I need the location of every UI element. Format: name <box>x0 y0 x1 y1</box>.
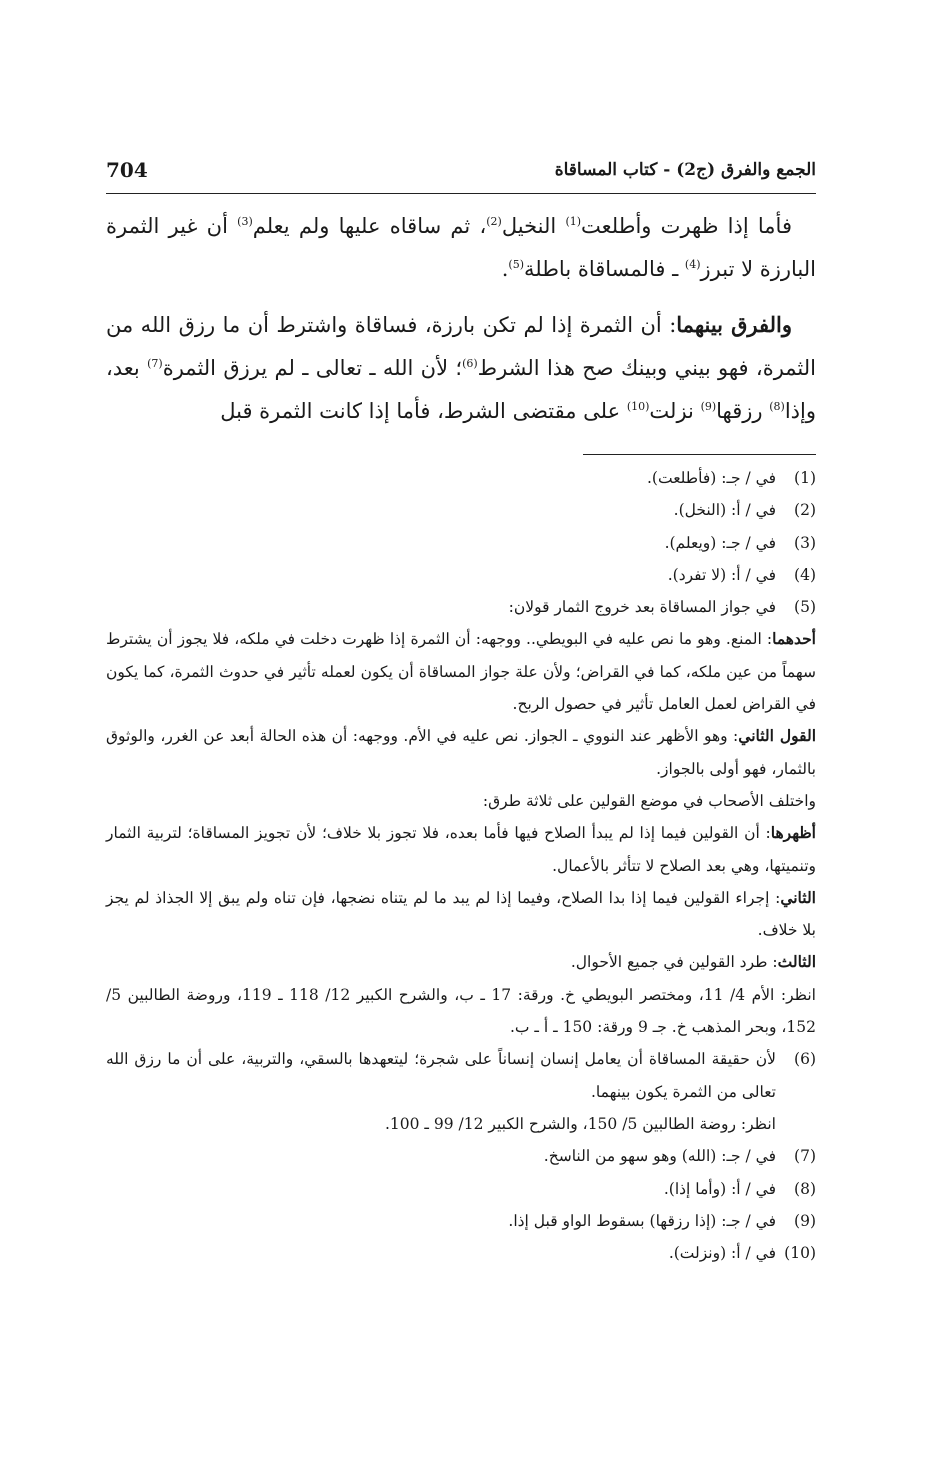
footnote-3 <box>106 527 816 559</box>
footnote-1 <box>106 462 816 494</box>
main-text <box>106 205 816 445</box>
footnote-ref-5: (5) <box>508 258 524 271</box>
header-rule <box>106 193 816 194</box>
footnote-5-references: انظر: الأم 4/ 11، ومختصر البويطي خ. ورقة: 17 ـ ب، والشرح الكبير 12/ 118 ـ 119، وروضة الطالبين 5/ 152، وبحر المذهب خ. جـ 9 ورقة: 150 ـ أ ـ ب. <box>106 985 816 1037</box>
footnote-ref-4: (4) <box>684 258 701 271</box>
paragraph-2 <box>106 303 816 433</box>
footnote-number: (7) <box>794 1147 816 1166</box>
footnote-number: (8) <box>794 1179 816 1198</box>
footnote-separator <box>583 454 816 455</box>
footnote-number: (4) <box>794 565 816 584</box>
footnote-4 <box>106 559 816 591</box>
footnote-5-second-view <box>106 720 816 785</box>
footnote-10 <box>106 1237 816 1269</box>
footnote-ref-9: (9) <box>700 400 717 413</box>
footnote-text: في / جـ: (الله) وهو سهو من الناسخ. <box>543 1147 776 1166</box>
text-run: أن غير الثمرة البارزة لا تبرز <box>106 214 816 281</box>
footnote-7 <box>106 1140 816 1172</box>
footnote-8 <box>106 1173 816 1205</box>
footnote-text: في / جـ: (إذا رزقها) بسقوط الواو قبل إذا. <box>508 1211 776 1230</box>
text-run: : طرد القولين في جميع الأحوال. <box>570 953 778 972</box>
footnote-text: في / أ: (ونزلت). <box>668 1244 776 1263</box>
text-run: : أن الثمرة إذا لم تكن بارزة، فساقاة واشترط أن ما رزق الله من الثمرة، فهو بيني وبينك صح هذا الشرط <box>106 313 817 380</box>
footnote-text: في / أ: (وأما إذا). <box>663 1179 776 1198</box>
bold-lead: أحدهما <box>772 629 816 649</box>
text-run: نزلت <box>649 399 701 423</box>
text-run: : وهو الأظهر عند النووي ـ الجواز. نص عليه في الأم. ووجهه: أن هذه الحالة أبعد عن الغرر، والوثوق بالثمار، فهو أولى بالجواز. <box>106 727 816 778</box>
bold-lead: أظهرها <box>770 823 816 843</box>
footnote-text: لأن حقيقة المساقاة أن يعامل إنسان إنساناً على شجرة؛ ليتعهدها بالسقي، والتربية، على أن ما رزق الله تعالى من الثمرة يكون بينهما. <box>106 1050 776 1101</box>
bold-lead: والفرق بينهما <box>676 312 792 337</box>
footnote-text: في / جـ: (ويعلم). <box>664 533 776 552</box>
paragraph-1 <box>106 205 816 291</box>
footnote-ref-8: (8) <box>769 400 785 413</box>
footnote-text: في / جـ: (فأطلعت). <box>647 469 776 487</box>
footnote-ref-6: (6) <box>462 357 478 370</box>
bold-lead: القول الثاني <box>738 726 816 746</box>
running-header <box>106 158 816 188</box>
footnote-5-way-3 <box>106 946 816 978</box>
text-run: بعد، وإذا <box>106 356 816 423</box>
footnote-5-intro-ways: واختلف الأصحاب في موضع القولين على ثلاثة طرق: <box>482 791 816 810</box>
footnote-6 <box>106 1043 816 1108</box>
footnote-text: في جواز المساقاة بعد خروج الثمار قولان: <box>508 598 776 617</box>
footnote-ref-7: (7) <box>147 357 163 370</box>
footnote-5 <box>106 591 816 623</box>
footnote-9 <box>106 1205 816 1237</box>
footnote-number: (2) <box>794 501 816 520</box>
text-run: على مقتضى الشرط، فأما إذا كانت الثمرة قبل <box>220 399 627 423</box>
footnotes <box>106 462 816 1269</box>
footnote-5-first-view <box>106 623 816 720</box>
footnote-5-way-1 <box>106 817 816 882</box>
footnote-ref-2: (2) <box>486 215 502 228</box>
footnote-text: في / أ: (لا تفرد). <box>667 565 776 584</box>
footnote-number: (10) <box>784 1244 816 1263</box>
text-run: : أن القولين فيما إذا لم يبدأ الصلاح فيها فأما بعده، فلا تجوز بلا خلاف؛ لأن تجويز المساقاة؛ لتربية الثمار وتنميتها، وهي بعد الصلاح لا تتأثر بالأعمال. <box>106 824 816 875</box>
footnote-text: في / أ: (النخل). <box>673 501 776 520</box>
footnote-number: (3) <box>794 533 816 552</box>
running-title: الجمع والفرق (ج2) - كتاب المساقاة <box>554 160 816 180</box>
bold-lead: الثالث <box>777 952 816 972</box>
footnote-6-references: انظر: روضة الطالبين 5/ 150، والشرح الكبير 12/ 99 ـ 100. <box>384 1114 776 1133</box>
text-run: ، ثم ساقاه عليها ولم يعلم <box>252 214 487 238</box>
text-run: النخيل <box>501 214 566 238</box>
text-run: رزقها <box>716 399 770 423</box>
footnote-ref-3: (3) <box>237 215 253 228</box>
bold-lead: الثاني <box>780 887 816 907</box>
footnote-number: (5) <box>794 598 816 617</box>
footnote-number: (6) <box>794 1050 816 1069</box>
text-run: : إجراء القولين فيما إذا بدا الصلاح، وفيما إذا لم يبد ما لم يتناه نضجها، فإن تناه ولم يبق إلا الجذاذ لم يجز بلا خلاف. <box>106 888 816 940</box>
footnote-5-way-2 <box>106 882 816 947</box>
footnote-number: (1) <box>794 469 816 487</box>
footnote-number: (9) <box>794 1211 816 1230</box>
text-run: : المنع. وهو ما نص عليه في البويطي.. ووجهه: أن الثمرة إذا ظهرت دخلت في ملكه، فلا يجوز أن يشترط سهماً من عين ملكه، كما في القراض؛ ولأن علة جواز المساقاة أن يكون لعمله تأثير في حدوث الثمرة، كما يكون في القراض لعمل العامل تأثير في حصول الربح. <box>106 630 816 714</box>
text-run: . <box>501 257 509 281</box>
text-run: فأما إذا ظهرت وأطلعت <box>581 214 792 238</box>
footnote-ref-10: (10) <box>626 400 650 413</box>
text-run: ؛ لأن الله ـ تعالى ـ لم يرزق الثمرة <box>162 356 463 380</box>
page-number: 704 <box>106 158 148 182</box>
text-run: ـ فالمساقاة باطلة <box>524 257 685 281</box>
footnote-2 <box>106 494 816 526</box>
footnote-ref-1: (1) <box>565 215 582 228</box>
